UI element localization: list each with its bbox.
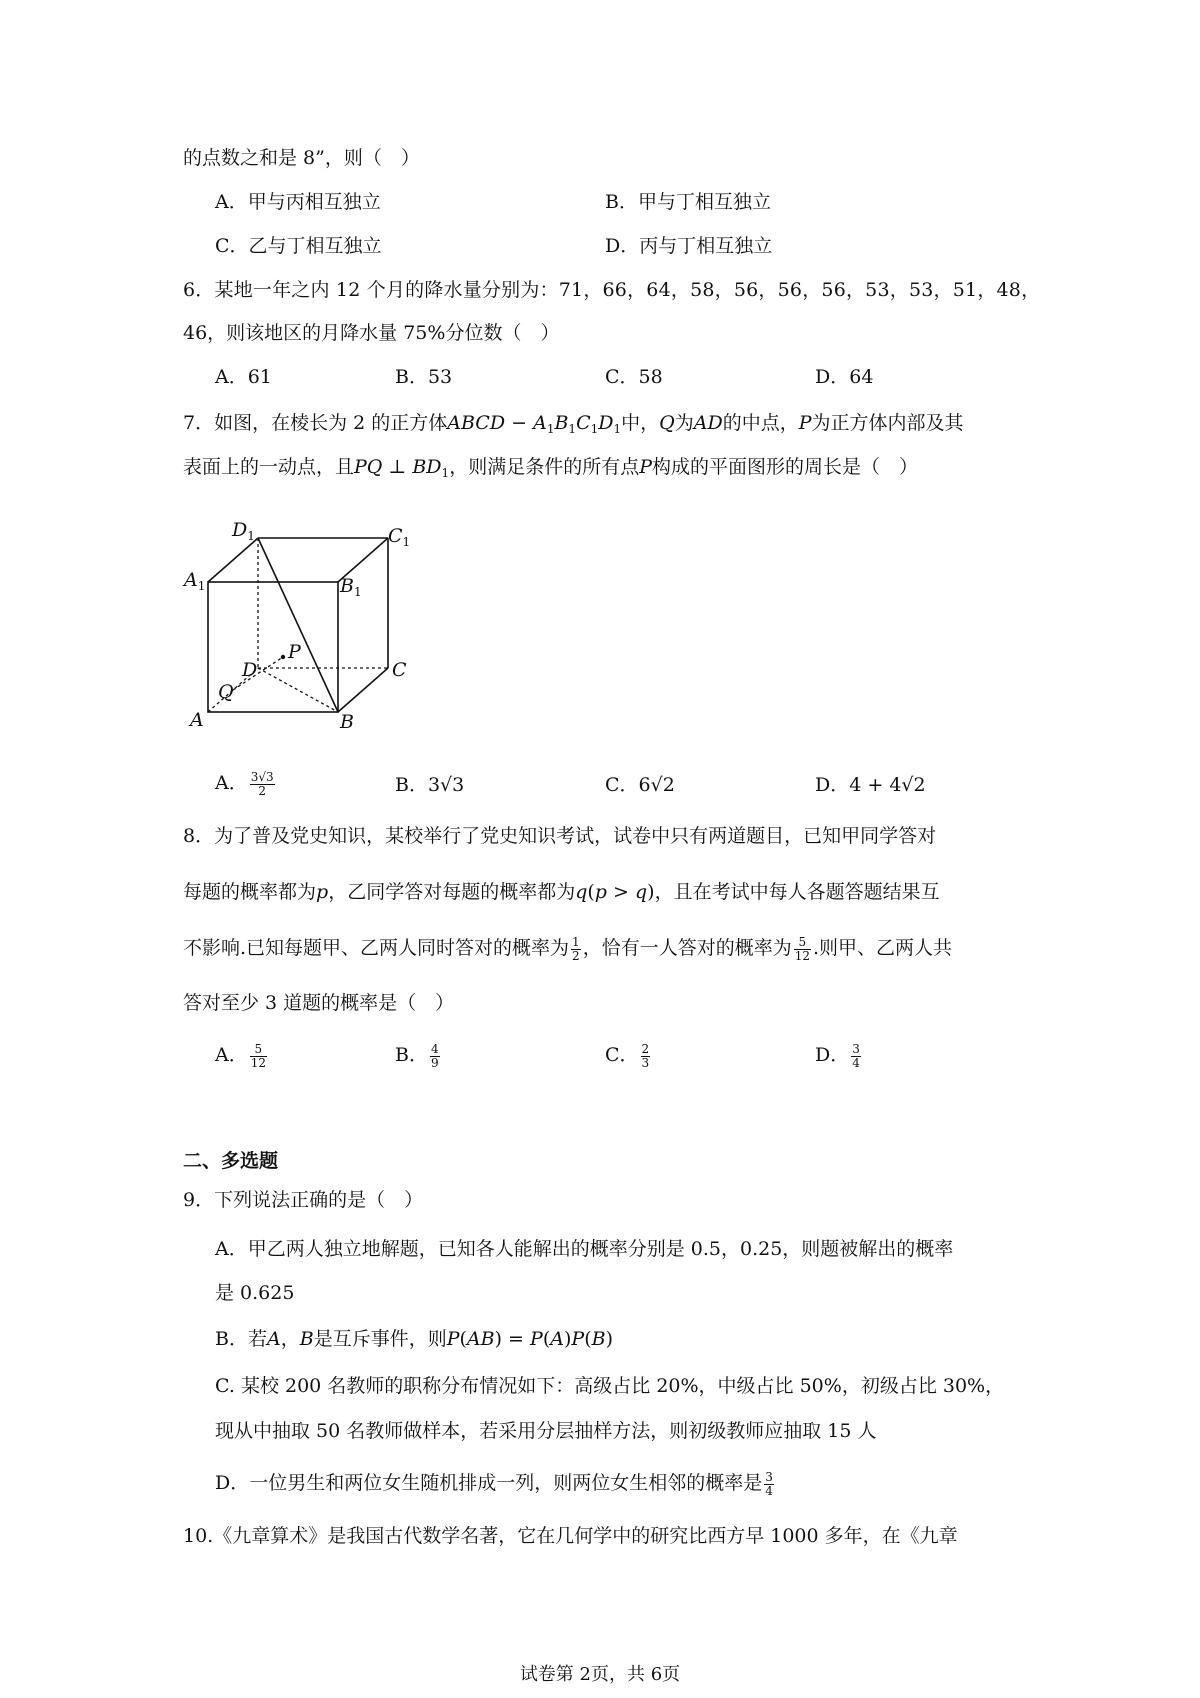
q9-option-b: B．若A，B是互斥事件，则P(AB) = P(A)P(B) [215, 1328, 614, 1350]
q8-option-b: B． $\frac{4}{9}$ [395, 1041, 439, 1070]
q9-option-d: D．一位男生和两位女生随机排成一列，则两位女生相邻的概率是 $\frac{3}{4}$ [215, 1469, 773, 1498]
q9-option-c-line2: 现从中抽取 50 名教师做样本，若采用分层抽样方法，则初级教师应抽取 15 人 [215, 1420, 877, 1442]
label-b: B [340, 711, 354, 733]
q8-option-a: A． $\frac{5}{12}$ [215, 1041, 267, 1070]
diagonal-d-b-hidden [258, 668, 338, 712]
q10-stem-line1: 10.《九章算术》是我国古代数学名著，它在几何学中的研究比西方早 1000 多年，在《九章 [183, 1525, 958, 1547]
label-a1: $A_1$ [184, 569, 206, 593]
q7-option-c: C．6√2 [605, 774, 675, 796]
point-p [281, 655, 285, 659]
q7-option-b: B．3√3 [395, 774, 465, 796]
q5-option-d: D．丙与丁相互独立 [605, 235, 773, 257]
label-a: A [190, 709, 204, 731]
q8-stem-line1: 8．为了普及党史知识，某校举行了党史知识考试，试卷中只有两道题目，已知甲同学答对 [183, 825, 937, 847]
q9-option-a-line2: 是 0.625 [215, 1282, 295, 1304]
q9-option-c-line1: C. 某校 200 名教师的职称分布情况如下：高级占比 20%，中级占比 50%，初级占比 30%， [215, 1375, 1005, 1397]
q6-option-b: B．53 [395, 366, 453, 388]
diagonal-d1-b [258, 538, 338, 712]
q5-option-c: C．乙与丁相互独立 [215, 235, 382, 257]
label-b1: $B_1$ [340, 575, 362, 599]
page-footer: 试卷第 2页，共 6页 [519, 1664, 681, 1685]
q8-stem-line2: 每题的概率都为p，乙同学答对每题的概率都为q(p > q)，且在考试中每人各题答题结果互 [183, 881, 940, 903]
label-d: D [242, 659, 258, 681]
q9-stem: 9．下列说法正确的是（ ） [183, 1189, 424, 1211]
q7-option-a: A． $\frac{3√3}{2}$ [215, 769, 274, 798]
label-c: C [392, 659, 407, 681]
q7-stem-line2: 表面上的一动点，且PQ ⊥ $BD_1$，则满足条件的所有点P构成的平面图形的周长是（ ） [183, 456, 919, 480]
q9-option-a-line1: A．甲乙两人独立地解题，已知各人能解出的概率分别是 0.5，0.25，则题被解出的概率 [215, 1238, 954, 1260]
label-c1: $C_1$ [388, 525, 411, 549]
q6-stem-line2: 46，则该地区的月降水量 75%分位数（ ） [183, 322, 560, 344]
q6-option-a: A．61 [215, 366, 272, 388]
section-heading-multiple-choice: 二、多选题 [183, 1150, 279, 1172]
q6-stem-line1: 6．某地一年之内 12 个月的降水量分别为：71，66，64，58，56，56，56，53，53，51，48， [183, 279, 1041, 301]
label-q: Q [218, 681, 234, 703]
q5-option-a: A．甲与丙相互独立 [215, 191, 381, 213]
q7-stem-line1: 7．如图，在棱长为 2 的正方体ABCD − $A_1B_1C_1D_1$中，Q为AD的中点，P为正方体内部及其 [183, 412, 964, 436]
label-p: P [288, 641, 301, 663]
q6-option-c: C．58 [605, 366, 663, 388]
q7-option-d: D．4 + 4√2 [815, 774, 926, 796]
q8-option-d: D． $\frac{3}{4}$ [815, 1041, 860, 1070]
segment-q-p-hidden [233, 657, 283, 690]
q6-option-d: D．64 [815, 366, 874, 388]
edge-b-c [338, 668, 388, 712]
label-d1: $D_1$ [232, 520, 255, 543]
cube-figure [180, 520, 440, 745]
q5-option-b: B．甲与丁相互独立 [605, 191, 771, 213]
q8-option-c: C． $\frac{2}{3}$ [605, 1041, 650, 1070]
edge-a1-d1 [208, 538, 258, 582]
q8-stem-line3: 不影响.已知每题甲、乙两人同时答对的概率为 $\frac{1}{2}$ ，恰有一人答对的概率为 $\frac{5}{12}$ .则甲、乙两人共 [183, 934, 953, 963]
q5-stem-continued: 的点数之和是 8”，则（ ） [183, 147, 420, 169]
q8-stem-line4: 答对至少 3 道题的概率是（ ） [183, 992, 455, 1014]
